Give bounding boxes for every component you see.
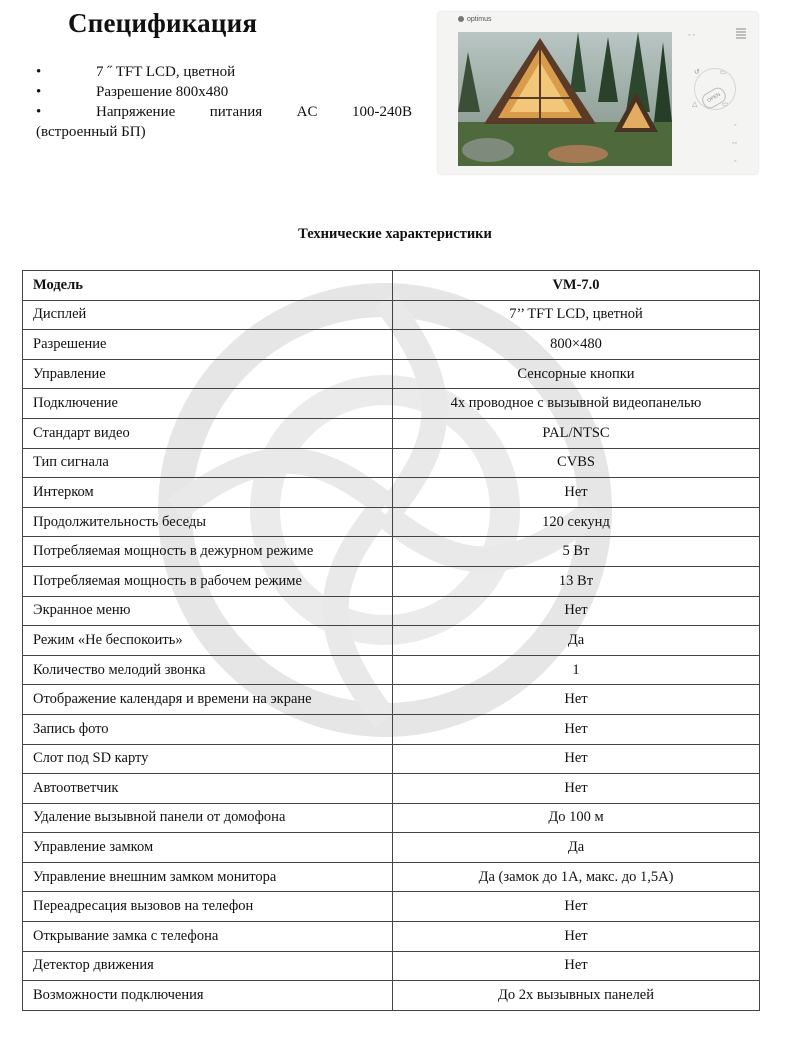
spec-value-cell: 5 Вт xyxy=(393,537,760,567)
table-row xyxy=(23,714,760,744)
voltage-line xyxy=(36,102,412,122)
feature-text: 7 ˝ TFT LCD, цветной xyxy=(96,64,236,80)
spec-value-cell: Нет xyxy=(393,744,760,774)
spec-name-cell: Открывание замка с телефона xyxy=(23,922,393,952)
spec-name-cell: Режим «Не беспокоить» xyxy=(23,626,393,656)
spec-name-cell: Переадресация вызовов на телефон xyxy=(23,892,393,922)
spec-name-cell: Слот под SD карту xyxy=(23,744,393,774)
spec-value-cell: CVBS xyxy=(393,448,760,478)
spec-value-cell: 800×480 xyxy=(393,330,760,360)
feature-text: Разрешение 800х480 xyxy=(96,84,229,100)
settings-icon: ◦◦ xyxy=(732,140,737,147)
power-icon: ◦ xyxy=(734,122,737,129)
spec-name-cell: Дисплей xyxy=(23,300,393,330)
spec-value-cell: До 100 м xyxy=(393,803,760,833)
table-row xyxy=(23,833,760,863)
bullet-icon: • xyxy=(36,84,42,100)
menu-icon xyxy=(734,26,748,40)
bell-icon: △ xyxy=(692,101,698,108)
table-row xyxy=(23,478,760,508)
spec-name-cell: Экранное меню xyxy=(23,596,393,626)
voltage-word: Напряжение xyxy=(96,104,176,120)
brand-logo: optimus xyxy=(458,16,492,23)
spec-value-cell: Нет xyxy=(393,922,760,952)
spec-value-cell: Да xyxy=(393,626,760,656)
spec-value-cell: Сенсорные кнопки xyxy=(393,359,760,389)
table-row xyxy=(23,537,760,567)
spec-name-cell: Потребляемая мощность в рабочем режиме xyxy=(23,566,393,596)
table-row xyxy=(23,655,760,685)
spec-value-cell: Нет xyxy=(393,685,760,715)
spec-value-cell: PAL/NTSC xyxy=(393,418,760,448)
table-row xyxy=(23,803,760,833)
spec-value-cell: 13 Вт xyxy=(393,566,760,596)
spec-value-cell: Нет xyxy=(393,892,760,922)
table-row xyxy=(23,596,760,626)
table-row xyxy=(23,951,760,981)
table-row xyxy=(23,448,760,478)
intercom-icon: ▭ xyxy=(722,101,729,108)
table-row xyxy=(23,981,760,1011)
table-row xyxy=(23,566,760,596)
table-row xyxy=(23,418,760,448)
spec-name-cell: Количество мелодий звонка xyxy=(23,655,393,685)
spec-name-cell: Тип сигнала xyxy=(23,448,393,478)
spec-name-cell: Стандарт видео xyxy=(23,418,393,448)
table-row xyxy=(23,862,760,892)
open-button: OPEN xyxy=(700,85,729,111)
spec-value-cell: Да xyxy=(393,833,760,863)
table-row xyxy=(23,330,760,360)
spec-value-cell: Нет xyxy=(393,951,760,981)
spec-name-cell: Потребляемая мощность в дежурном режиме xyxy=(23,537,393,567)
camera-icon: ▭ xyxy=(720,69,727,76)
table-row xyxy=(23,744,760,774)
feature-item-voltage xyxy=(36,102,412,142)
spec-name-cell: Подключение xyxy=(23,389,393,419)
spec-value-cell: 120 секунд xyxy=(393,507,760,537)
table-row xyxy=(23,626,760,656)
product-image-monitor xyxy=(438,12,758,174)
spec-name-cell: Управление замком xyxy=(23,833,393,863)
bullet-icon: • xyxy=(36,64,42,80)
spec-value-cell: До 2х вызывных панелей xyxy=(393,981,760,1011)
voltage-continuation: (встроенный БП) xyxy=(36,124,146,140)
table-row xyxy=(23,922,760,952)
table-row xyxy=(23,300,760,330)
bullet-icon: • xyxy=(36,104,42,120)
voltage-word: 100-240В xyxy=(351,104,412,120)
spec-name-cell: Отображение календаря и времени на экране xyxy=(23,685,393,715)
spec-value-cell: Да (замок до 1А, макс. до 1,5А) xyxy=(393,862,760,892)
table-header-row xyxy=(23,271,760,301)
spec-name-cell: Детектор движения xyxy=(23,951,393,981)
indicator-icon: ◦ xyxy=(734,158,737,165)
spec-value-cell: Нет xyxy=(393,478,760,508)
header-model-value: VM-7.0 xyxy=(393,271,760,301)
spec-name-cell: Продолжительность беседы xyxy=(23,507,393,537)
table-row xyxy=(23,892,760,922)
monitor-screen-image xyxy=(458,32,672,166)
page-title: Спецификация xyxy=(68,8,258,38)
back-icon: ↺ xyxy=(694,69,700,76)
table-row xyxy=(23,359,760,389)
spec-name-cell: Интерком xyxy=(23,478,393,508)
spec-name-cell: Удаление вызывной панели от домофона xyxy=(23,803,393,833)
spec-name-cell: Управление внешним замком монитора xyxy=(23,862,393,892)
table-title: Технические характеристики xyxy=(298,226,492,242)
spec-value-cell: 7’’ TFT LCD, цветной xyxy=(393,300,760,330)
feature-list xyxy=(36,62,412,142)
spec-value-cell: 1 xyxy=(393,655,760,685)
voltage-word: AC xyxy=(296,104,318,120)
spec-name-cell: Разрешение xyxy=(23,330,393,360)
spec-name-cell: Возможности подключения xyxy=(23,981,393,1011)
spec-table-body xyxy=(23,300,760,1010)
spec-name-cell: Запись фото xyxy=(23,714,393,744)
header-model-label: Модель xyxy=(23,271,393,301)
voltage-word: питания xyxy=(209,104,263,120)
spec-table xyxy=(22,270,760,1011)
touch-button-icon: ◦ ◦ xyxy=(688,32,695,39)
spec-name-cell: Управление xyxy=(23,359,393,389)
spec-value-cell: Нет xyxy=(393,596,760,626)
table-row xyxy=(23,507,760,537)
spec-value-cell: Нет xyxy=(393,774,760,804)
feature-item xyxy=(36,82,412,102)
feature-item xyxy=(36,62,412,82)
table-row xyxy=(23,685,760,715)
table-row xyxy=(23,389,760,419)
spec-value-cell: Нет xyxy=(393,714,760,744)
spec-value-cell: 4х проводное с вызывной видеопанелью xyxy=(393,389,760,419)
table-row xyxy=(23,774,760,804)
spec-name-cell: Автоответчик xyxy=(23,774,393,804)
